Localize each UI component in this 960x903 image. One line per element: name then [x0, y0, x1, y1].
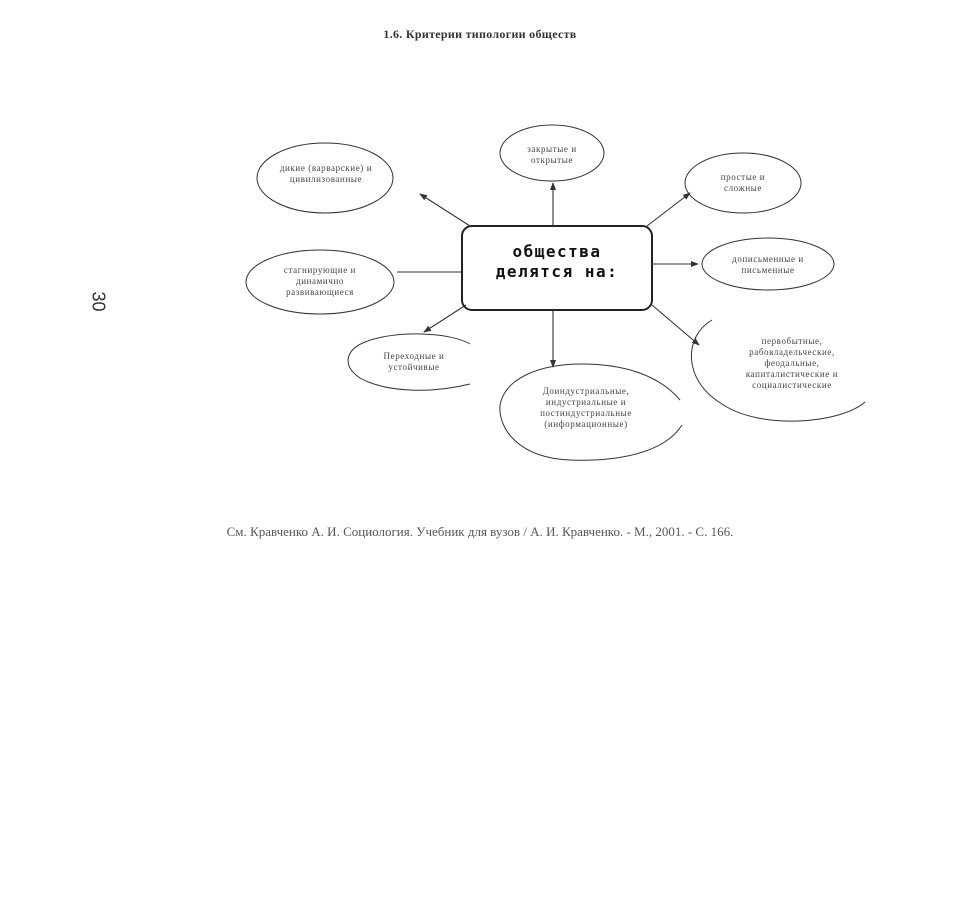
- node-transitional: Переходные и устойчивые: [383, 351, 445, 372]
- node-industrial: Доиндустриальные, индустриальные и постиндустриальные (информационные): [540, 386, 632, 429]
- page-title: 1.6. Критерии типологии обществ: [383, 27, 577, 41]
- center-label: [462, 242, 652, 282]
- arrow-formations: [652, 305, 699, 345]
- center-line-2: делятся на:: [495, 262, 619, 281]
- arrow-transitional: [424, 305, 466, 332]
- footnote: См. Кравченко А. И. Социология. Учебник для вузов / А. И. Кравченко. - М., 2001. - С. 166.: [226, 524, 734, 539]
- node-wild-civilized: дикие (варварские) и цивилизованные: [279, 163, 373, 184]
- node-formations: первобытные, рабовладельческие, феодальные, капиталистические и социалистические: [745, 336, 839, 390]
- node-stagnant: стагнирующие и динамично развивающиеся: [283, 265, 357, 297]
- arrow-wild-civilized: [420, 194, 470, 226]
- node-simple-complex: простые и сложные: [720, 172, 766, 193]
- node-preliterate-literate: дописьменные и письменные: [732, 254, 804, 275]
- arrow-simple-complex: [647, 193, 690, 226]
- node-closed-open: закрытые и открытые: [527, 144, 577, 165]
- page-number: 30: [88, 291, 109, 312]
- center-line-1: общества: [512, 242, 602, 261]
